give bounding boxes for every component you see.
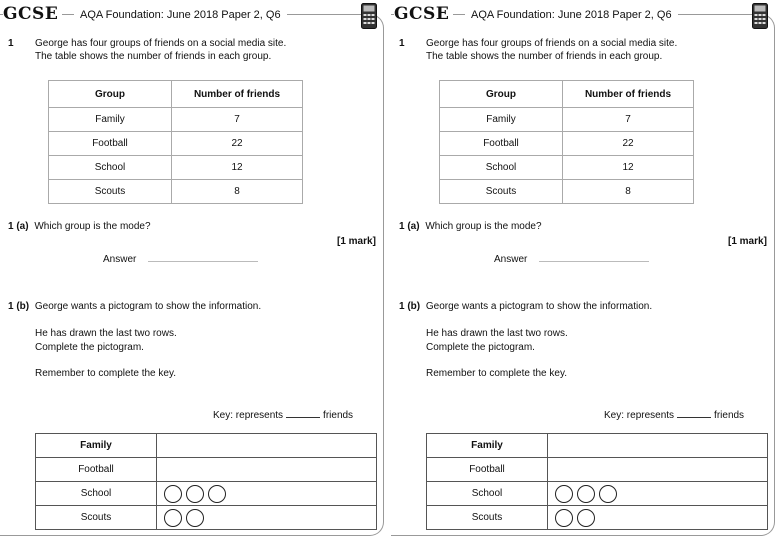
table-cell-group: Scouts (440, 180, 563, 204)
pictogram-table (426, 433, 768, 530)
table-header-row (49, 81, 303, 108)
pictogram-row (36, 458, 377, 482)
circle-icon (577, 509, 595, 527)
circle-icon (555, 509, 573, 527)
table-cell-friends: 7 (172, 108, 303, 132)
key-represents: represents (235, 410, 284, 421)
table-row (49, 132, 303, 156)
table-cell-group: Football (440, 132, 563, 156)
key-blank[interactable] (677, 417, 711, 418)
header-title: AQA Foundation: June 2018 Paper 2, Q6 (74, 9, 287, 21)
key-label: Key (213, 410, 231, 421)
part-a-text: Which group is the mode? (425, 221, 542, 232)
friends-table (439, 80, 694, 204)
pictogram-row-label: School (427, 482, 548, 506)
question-intro-line1: George has four groups of friends on a social media site. (426, 38, 678, 49)
pictogram-row-label: Scouts (427, 506, 548, 530)
question-intro-line1: George has four groups of friends on a social media site. (35, 38, 287, 49)
part-a-question (8, 221, 151, 232)
circle-icon (599, 485, 617, 503)
circle-icon (577, 485, 595, 503)
table-cell-group: School (440, 156, 563, 180)
part-a-text: Which group is the mode? (34, 221, 151, 232)
circle-icon (186, 485, 204, 503)
table-row (440, 180, 694, 204)
table-cell-group: Family (440, 108, 563, 132)
table-row (440, 108, 694, 132)
question-number: 1 (8, 38, 14, 49)
pictogram-row-label: Family (36, 434, 157, 458)
gcse-logo: GCSE (394, 4, 453, 24)
table-cell-group: Family (49, 108, 172, 132)
part-a-marks: [1 mark] (728, 236, 767, 247)
table-header-row (440, 81, 694, 108)
pictogram-symbol-cell[interactable] (157, 458, 377, 482)
answer-line[interactable] (539, 261, 649, 262)
question-intro-line2: The table shows the number of friends in each group. (35, 51, 272, 62)
table-header-group: Group (49, 81, 172, 108)
pictogram-table (35, 433, 377, 530)
table-header-group: Group (440, 81, 563, 108)
part-b-line1: He has drawn the last two rows. (426, 328, 568, 339)
answer-label: Answer (494, 254, 528, 265)
circle-icon (164, 509, 182, 527)
table-row (49, 180, 303, 204)
friends-table (48, 80, 303, 204)
pictogram-symbol-cell[interactable] (548, 482, 768, 506)
table-row (440, 132, 694, 156)
circle-icon (208, 485, 226, 503)
key-blank[interactable] (286, 417, 320, 418)
page-right (391, 0, 779, 540)
question-number: 1 (399, 38, 405, 49)
key-label: Key (604, 410, 622, 421)
pictogram-key: Key: represents friends (213, 410, 354, 421)
table-cell-friends: 7 (563, 108, 694, 132)
pictogram-row-label: Scouts (36, 506, 157, 530)
table-row (49, 108, 303, 132)
pictogram-row-label: School (36, 482, 157, 506)
table-cell-friends: 22 (172, 132, 303, 156)
part-b-line3: Remember to complete the key. (426, 368, 567, 379)
pictogram-symbol-cell[interactable] (157, 434, 377, 458)
table-cell-friends: 8 (563, 180, 694, 204)
page-left (0, 0, 388, 540)
part-b-line2: Complete the pictogram. (426, 342, 535, 353)
pictogram-row-label: Football (427, 458, 548, 482)
pictogram-symbol-cell[interactable] (548, 434, 768, 458)
part-b-question (399, 301, 652, 312)
pictogram-row-label: Family (427, 434, 548, 458)
part-a-label: 1 (a) (399, 221, 420, 232)
pictogram-row (36, 506, 377, 530)
part-b-label: 1 (b) (8, 301, 30, 312)
question-intro-line2: The table shows the number of friends in each group. (426, 51, 663, 62)
gcse-logo: GCSE (3, 4, 62, 24)
part-a-question (399, 221, 542, 232)
pictogram-symbol-cell[interactable] (157, 482, 377, 506)
pictogram-row (427, 506, 768, 530)
part-b-text: George wants a pictogram to show the information. (425, 301, 653, 312)
circle-icon (555, 485, 573, 503)
circle-icon (164, 485, 182, 503)
pictogram-row (36, 482, 377, 506)
pictogram-row (427, 458, 768, 482)
calculator-icon (361, 3, 377, 29)
part-b-line2: Complete the pictogram. (35, 342, 144, 353)
part-a-marks: [1 mark] (337, 236, 376, 247)
part-b-label: 1 (b) (399, 301, 421, 312)
calculator-icon (752, 3, 768, 29)
pictogram-symbol-cell[interactable] (548, 458, 768, 482)
part-b-question (8, 301, 261, 312)
table-row (440, 156, 694, 180)
key-represents: represents (626, 410, 675, 421)
pictogram-row (427, 434, 768, 458)
pictogram-symbol-cell[interactable] (157, 506, 377, 530)
pictogram-key: Key: represents friends (604, 410, 745, 421)
pictogram-row-label: Football (36, 458, 157, 482)
table-row (49, 156, 303, 180)
circle-icon (186, 509, 204, 527)
table-cell-friends: 12 (563, 156, 694, 180)
part-b-line3: Remember to complete the key. (35, 368, 176, 379)
table-cell-friends: 22 (563, 132, 694, 156)
header-title: AQA Foundation: June 2018 Paper 2, Q6 (465, 9, 678, 21)
table-cell-friends: 12 (172, 156, 303, 180)
part-b-line1: He has drawn the last two rows. (35, 328, 177, 339)
table-header-friends: Number of friends (172, 81, 303, 108)
part-a-label: 1 (a) (8, 221, 29, 232)
part-b-text: George wants a pictogram to show the information. (34, 301, 262, 312)
table-cell-group: Football (49, 132, 172, 156)
key-friends: friends (714, 410, 745, 421)
answer-line[interactable] (148, 261, 258, 262)
pictogram-row (36, 434, 377, 458)
table-cell-friends: 8 (172, 180, 303, 204)
pictogram-row (427, 482, 768, 506)
table-header-friends: Number of friends (563, 81, 694, 108)
table-cell-group: School (49, 156, 172, 180)
key-friends: friends (323, 410, 354, 421)
answer-label: Answer (103, 254, 137, 265)
table-cell-group: Scouts (49, 180, 172, 204)
pictogram-symbol-cell[interactable] (548, 506, 768, 530)
